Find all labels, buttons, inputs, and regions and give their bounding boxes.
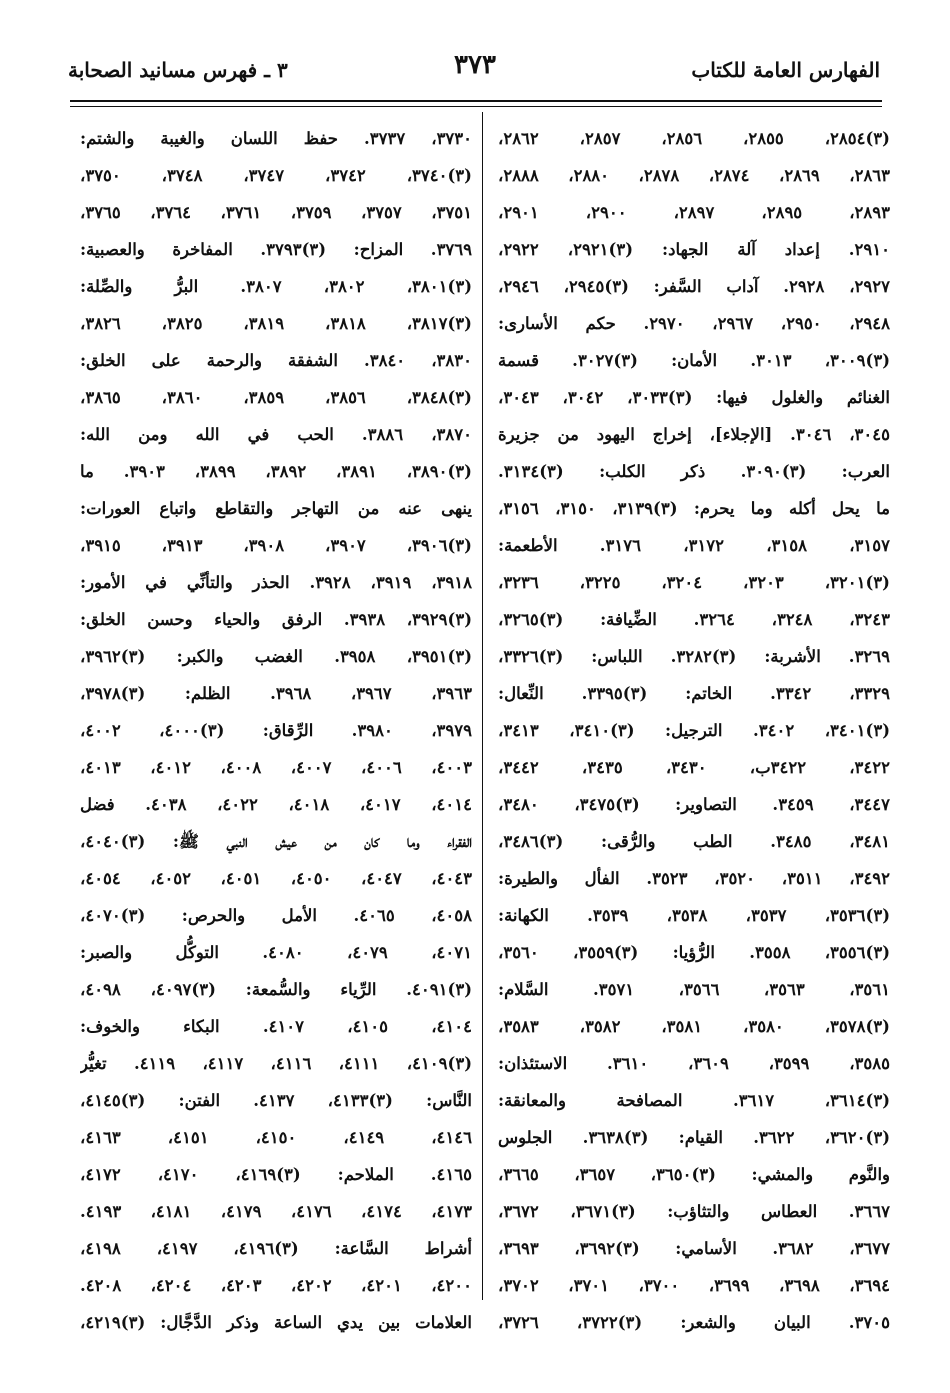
index-line: (٣)٣٥٧٨، ٣٥٨٠، ٣٥٨١، ٣٥٨٢، ٣٥٨٣، [498,1017,890,1036]
index-line: ٢٨٦٣، ٢٨٦٩، ٢٨٧٤، ٢٨٧٨، ٢٨٨٠، ٢٨٨٨، [498,166,890,185]
index-line: (٣)٣٧٤٠، ٣٧٤٢، ٣٧٤٧، ٣٧٤٨، ٣٧٥٠، [80,166,472,185]
index-line: ٣١٥٧، ٣١٥٨، ٣١٧٢، ٣١٧٦. الأطعمة: [498,536,890,555]
index-line: ٣٨٧٠، ٣٨٨٦. الحب في الله ومن الله: [80,425,472,444]
index-line: (٣)٣٩٢٩، ٣٩٣٨. الرفق والحياء وحسن الخلق: [80,610,472,629]
index-line: ٤٠١٤، ٤٠١٧، ٤٠١٨، ٤٠٢٢، ٤٠٣٨. فضل [80,795,472,814]
index-line: الفقراء وما كان من عيش النبي ﷺ: (٣)٤٠٤٠، [80,832,472,851]
index-line: ٣٠٤٥، ٣٠٤٦. [الإجلاء]، إخراج اليهود من جزيرة [498,425,890,444]
column-divider [482,112,483,1300]
index-line: ٣٤٢٢، ٣٤٢٢ب، ٣٤٣٠، ٣٤٣٥، ٣٤٤٢، [498,758,890,777]
header-rule-thin [70,106,882,107]
index-line: (٣)٣٩٥١، ٣٩٥٨. الغضب والكبر: (٣)٣٩٦٢، [80,647,472,666]
index-line: ٣٩٦٣، ٣٩٦٧، ٣٩٦٨. الظلم: (٣)٣٩٧٨، [80,684,472,703]
right-column [498,120,890,1341]
index-line: (٣)٣٨٩٠، ٣٨٩١، ٣٨٩٢، ٣٨٩٩، ٣٩٠٣. ما [80,462,472,481]
index-line: (٣)٣٥٣٦، ٣٥٣٧، ٣٥٣٨، ٣٥٣٩. الكهانة: [498,906,890,925]
index-line: (٣)٣٩٠٦، ٣٩٠٧، ٣٩٠٨، ٣٩١٣، ٣٩١٥، [80,536,472,555]
index-line: (٣)٣٥٥٦، ٣٥٥٨. الرُّؤيا: (٣)٣٥٥٩، ٣٥٦٠، [498,943,890,962]
index-line: ٣٨٣٠، ٣٨٤٠. الشفقة والرحمة على الخلق: [80,351,472,370]
index-line: ٢٨٩٣، ٢٨٩٥، ٢٨٩٧، ٢٩٠٠، ٢٩٠١، [498,203,890,222]
index-line: النَّاس: (٣)٤١٣٣، ٤١٣٧. الفتن: (٣)٤١٤٥، [80,1091,472,1110]
index-line: ٢٩٤٨، ٢٩٥٠، ٢٩٦٧، ٢٩٧٠. حكم الأسارى: [498,314,890,333]
index-line: العلامات بين يدي الساعة وذكر الدَّجَّال: (٣)٤٢١٩، [80,1313,472,1332]
index-line: ٣٦٧٧، ٣٦٨٢. الأسامي: (٣)٣٦٩٢، ٣٦٩٣، [498,1239,890,1258]
index-line: العرب: (٣)٣٠٩٠. ذكر الكلب: (٣)٣١٣٤. [498,462,890,481]
index-line: ٤١٦٥. الملاحم: (٣)٤١٦٩، ٤١٧٠، ٤١٧٢، [80,1165,472,1184]
index-line: ٤٠٧١، ٤٠٧٩، ٤٠٨٠. التوكُّل والصبر: [80,943,472,962]
index-line: (٣)٤١٠٩، ٤١١١، ٤١١٦، ٤١١٧، ٤١١٩. تغيُّر [80,1054,472,1073]
index-line: ٣٤٤٧، ٣٤٥٩. التصاوير: (٣)٣٤٧٥، ٣٤٨٠، [498,795,890,814]
header-rule [70,100,882,102]
index-line: ٤١٤٦، ٤١٤٩، ٤١٥٠، ٤١٥١، ٤١٦٣، [80,1128,472,1147]
index-line: ٤٠٠٣، ٤٠٠٦، ٤٠٠٧، ٤٠٠٨، ٤٠١٢، ٤٠١٣، [80,758,472,777]
index-line: ينهى عنه من التهاجر والتقاطع واتباع العورات: [80,499,472,518]
index-line: والنَّوم والمشي: (٣)٣٦٥٠، ٣٦٥٧، ٣٦٦٥، [498,1165,890,1184]
index-line: (٣)٢٨٥٤، ٢٨٥٥، ٢٨٥٦، ٢٨٥٧، ٢٨٦٢، [498,129,890,148]
index-line: الغنائم والغلول فيها: (٣)٣٠٣٣، ٣٠٤٢، ٣٠٤٣، [498,388,890,407]
index-line: (٣)٣٨١٧، ٣٨١٨، ٣٨١٩، ٣٨٢٥، ٣٨٢٦، [80,314,472,333]
index-line: ٤١٧٣، ٤١٧٤، ٤١٧٦، ٤١٧٩، ٤١٨١، ٤١٩٣. [80,1202,472,1221]
index-line: ٣٤٨١، ٣٤٨٥. الطب والرُّقى: (٣)٣٤٨٦، [498,832,890,851]
index-line: ٤١٠٤، ٤١٠٥، ٤١٠٧. البكاء والخوف: [80,1017,472,1036]
left-column [80,120,472,1341]
running-header-title: الفهارس العامة للكتاب [691,58,880,82]
index-line: ٣٢٤٣، ٣٢٤٨، ٣٢٦٤. الضِّيافة: (٣)٣٢٦٥، [498,610,890,629]
index-line: ٣٤٩٢، ٣٥١١، ٣٥٢٠، ٣٥٢٣. الفأل والطيرة: [498,869,890,888]
index-line: ٣٥٦١، ٣٥٦٣، ٣٥٦٦، ٣٥٧١. السَّلام: [498,980,890,999]
index-line: ٣٦٩٤، ٣٦٩٨، ٣٦٩٩، ٣٧٠٠، ٣٧٠١، ٣٧٠٢، [498,1276,890,1295]
index-line: ٣٧٥١، ٣٧٥٧، ٣٧٥٩، ٣٧٦١، ٣٧٦٤، ٣٧٦٥، [80,203,472,222]
index-line: (٣)٣٨٤٨، ٣٨٥٦، ٣٨٥٩، ٣٨٦٠، ٣٨٦٥، [80,388,472,407]
index-line: ٣٥٨٥، ٣٥٩٩، ٣٦٠٩، ٣٦١٠. الاستئذان: [498,1054,890,1073]
index-line: (٣)٣٦١٤، ٣٦١٧. المصافحة والمعانقة: [498,1091,890,1110]
index-line: ما يحل أكله وما يحرم: (٣)٣١٣٩، ٣١٥٠، ٣١٥٦، [498,499,890,518]
index-line: ٣٧٠٥. البيان والشعر: (٣)٣٧٢٢، ٣٧٢٦، [498,1313,890,1332]
index-line: أشراط السَّاعة: (٣)٤١٩٦، ٤١٩٧، ٤١٩٨، [80,1239,472,1258]
index-line: (٣)٤٠٩١. الرِّياء والسُّمعة: (٣)٤٠٩٧، ٤٠٩٨، [80,980,472,999]
index-line: ٢٩١٠. إعداد آلة الجهاد: (٣)٢٩٢١، ٢٩٢٢، [498,240,890,259]
index-line: (٣)٣٦٢٠، ٣٦٢٢. القيام: (٣)٣٦٣٨. الجلوس [498,1128,890,1147]
index-line: ٢٩٢٧، ٢٩٢٨. آداب السَّفر: (٣)٢٩٤٥، ٢٩٤٦، [498,277,890,296]
index-line: (٣)٣٠٠٩، ٣٠١٣. الأمان: (٣)٣٠٢٧. قسمة [498,351,890,370]
index-line: ٣٣٢٩، ٣٣٤٢. الخاتم: (٣)٣٣٩٥. النِّعال: [498,684,890,703]
index-line: ٤٠٤٣، ٤٠٤٧، ٤٠٥٠، ٤٠٥١، ٤٠٥٢، ٤٠٥٤، [80,869,472,888]
index-line: ٣٩٧٩، ٣٩٨٠. الرِّقاق: (٣)٤٠٠٠، ٤٠٠٢، [80,721,472,740]
index-line: ٣٢٦٩. الأشربة: (٣)٣٢٨٢. اللباس: (٣)٣٣٢٦، [498,647,890,666]
index-line: ٣٩١٨، ٣٩١٩، ٣٩٢٨. الحذر والتأنِّي في الأمور: [80,573,472,592]
index-line: ٤٢٠٠، ٤٢٠١، ٤٢٠٢، ٤٢٠٣، ٤٢٠٤، ٤٢٠٨. [80,1276,472,1295]
index-line: ٣٧٦٩. المزاح: (٣)٣٧٩٣. المفاخرة والعصبية: [80,240,472,259]
index-line: (٣)٣٢٠١، ٣٢٠٣، ٣٢٠٤، ٣٢٢٥، ٣٢٣٦، [498,573,890,592]
index-line: (٣)٣٨٠١، ٣٨٠٢، ٣٨٠٧. البرُّ والصِّلة: [80,277,472,296]
index-line: (٣)٣٤٠١، ٣٤٠٢. الترجيل: (٣)٣٤١٠، ٣٤١٣، [498,721,890,740]
page-number: ٣٧٣ [454,50,496,80]
index-line: ٣٦٦٧. العطاس والتثاؤب: (٣)٣٦٧١، ٣٦٧٢، [498,1202,890,1221]
running-header-section: ٣ ـ فهرس مسانيد الصحابة [68,58,288,82]
index-line: ٣٧٣٠، ٣٧٣٧. حفظ اللسان والغيبة والشتم: [80,129,472,148]
index-line: ٤٠٥٨، ٤٠٦٥. الأمل والحرص: (٣)٤٠٧٠، [80,906,472,925]
